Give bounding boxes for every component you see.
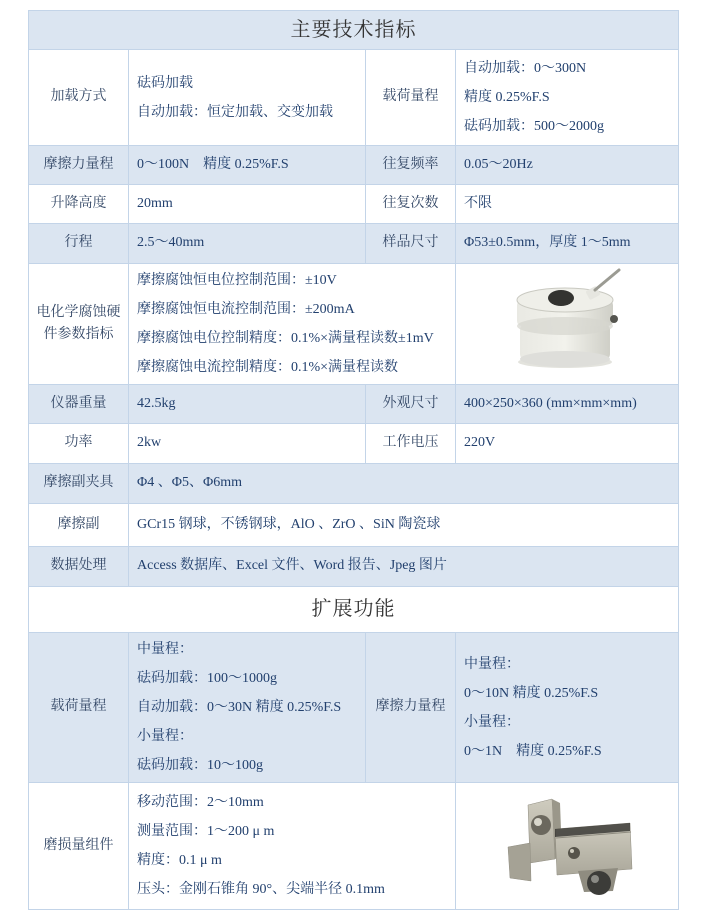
value-line: 摩擦腐蚀电位控制精度：0.1%×满量程读数±1mV: [137, 331, 434, 346]
spec-value: Access 数据库、Excel 文件、Word 报告、Jpeg 图片: [129, 547, 679, 587]
spec-value: [456, 633, 679, 783]
value-line: 摩擦腐蚀恒电位控制范围：±10V: [137, 273, 337, 288]
spec-label: 数据处理: [29, 547, 129, 587]
row-stroke: [29, 224, 679, 264]
value-line: 自动加载：0～300N: [464, 61, 587, 76]
spec-value: 不限: [456, 185, 679, 224]
spec-value: GCr15 钢球，不锈钢球，AlO 、ZrO 、SiN 陶瓷球: [129, 504, 679, 547]
section-title-main-row: [29, 11, 679, 50]
row-loading-mode: [29, 50, 679, 146]
value-line: 中量程：: [137, 642, 193, 657]
row-lift-height: [29, 185, 679, 224]
row-friction-pair-fixture: [29, 464, 679, 504]
electrochemical-cell-photo: [456, 264, 679, 385]
spec-label: 行程: [29, 224, 129, 264]
wear-component-illustration: [482, 791, 652, 901]
row-load-range-extended: [29, 633, 679, 783]
value-line: 小量程：: [464, 714, 520, 730]
spec-table: [28, 10, 679, 910]
electrochemical-cell-illustration: [487, 274, 647, 374]
spec-label: 摩擦副夹具: [29, 464, 129, 504]
spec-value: [456, 50, 679, 146]
extended-section-title: 扩展功能: [29, 587, 679, 633]
value-line: 移动范围：2～10mm: [137, 795, 264, 810]
row-data-processing: [29, 547, 679, 587]
row-power: [29, 424, 679, 464]
spec-value: [129, 50, 366, 146]
value-line: 砝码加载：100～1000g: [137, 671, 277, 686]
spec-label: 往复频率: [366, 146, 456, 185]
value-line: 精度 0.25%F.S: [464, 90, 550, 105]
row-wear-component: [29, 783, 679, 910]
row-friction-force-range: [29, 146, 679, 185]
spec-value: [129, 633, 366, 783]
spec-value: 20mm: [129, 185, 366, 224]
spec-value: 400×250×360 (mm×mm×mm): [456, 385, 679, 424]
spec-label: 外观尺寸: [366, 385, 456, 424]
row-instrument-weight: [29, 385, 679, 424]
spec-label: 电化学腐蚀硬件参数指标: [29, 264, 129, 385]
spec-label: 摩擦力量程: [366, 633, 456, 783]
spec-value: Φ4 、Φ5、Φ6mm: [129, 464, 679, 504]
value-line: 测量范围：1～200 μ m: [137, 824, 275, 839]
spec-value: 2kw: [129, 424, 366, 464]
section-title-extended-row: [29, 587, 679, 633]
spec-label: 载荷量程: [366, 50, 456, 146]
value-line: 小量程：: [137, 729, 193, 744]
spec-value: 220V: [456, 424, 679, 464]
spec-label: 样品尺寸: [366, 224, 456, 264]
spec-value: 0.05～20Hz: [456, 146, 679, 185]
value-line: 0～1N 精度 0.25%F.S: [464, 743, 602, 759]
row-electrochemical-params: [29, 264, 679, 385]
spec-label: 摩擦力量程: [29, 146, 129, 185]
spec-value: 2.5～40mm: [129, 224, 366, 264]
spec-value: [129, 783, 456, 910]
value-line: 自动加载：0～30N 精度 0.25%F.S: [137, 700, 342, 715]
spec-label: 仪器重量: [29, 385, 129, 424]
value-line: 精度：0.1 μ m: [137, 853, 222, 868]
spec-label: 加载方式: [29, 50, 129, 146]
value-line: 压头：金刚石锥角 90°、尖端半径 0.1mm: [137, 882, 385, 897]
spec-label: 载荷量程: [29, 633, 129, 783]
wear-measurement-component-photo: [456, 783, 679, 910]
value-line: 摩擦腐蚀恒电流控制范围：±200mA: [137, 302, 355, 317]
spec-value: 42.5kg: [129, 385, 366, 424]
spec-label: 功率: [29, 424, 129, 464]
spec-value: [129, 264, 456, 385]
value-line: 砝码加载：10～100g: [137, 758, 263, 773]
spec-label: 升降高度: [29, 185, 129, 224]
spec-label: 磨损量组件: [29, 783, 129, 910]
spec-label: 工作电压: [366, 424, 456, 464]
value-line: 自动加载：恒定加载、交变加载: [137, 104, 333, 120]
value-line: 砝码加载：500～2000g: [464, 119, 604, 134]
row-friction-pair: [29, 504, 679, 547]
value-line: 0～10N 精度 0.25%F.S: [464, 685, 599, 701]
value-line: 砝码加载: [137, 75, 193, 91]
spec-label: 摩擦副: [29, 504, 129, 547]
spec-value: 0～100N 精度 0.25%F.S: [129, 146, 366, 185]
value-line: 摩擦腐蚀电流控制精度：0.1%×满量程读数: [137, 360, 399, 375]
spec-value: Φ53±0.5mm，厚度 1～5mm: [456, 224, 679, 264]
spec-label: 往复次数: [366, 185, 456, 224]
main-section-title: 主要技术指标: [29, 11, 679, 50]
value-line: 中量程：: [464, 656, 520, 672]
